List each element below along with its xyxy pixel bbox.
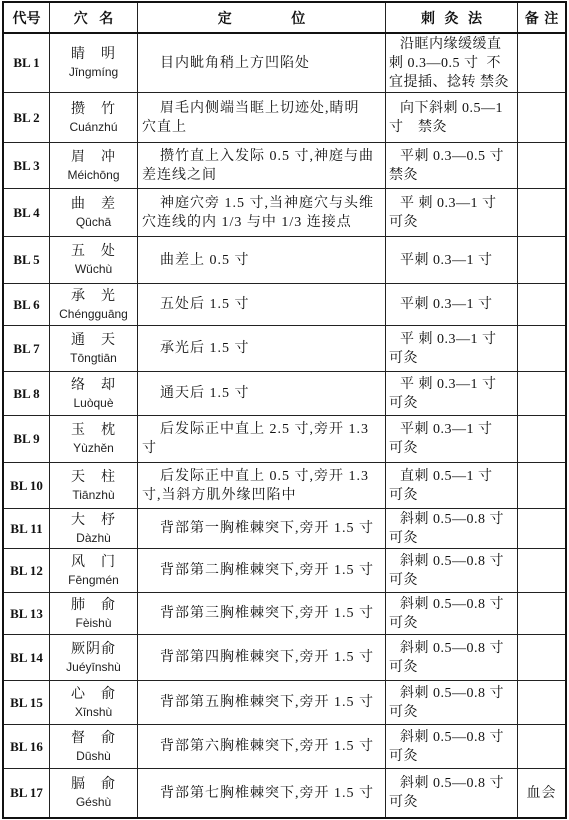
note-cell [518, 143, 565, 188]
method-line: 可灸 [389, 748, 418, 764]
code-cell [4, 34, 50, 92]
header-name-cell [50, 3, 138, 32]
point-code: BL 14 [10, 649, 43, 665]
method-line: 寸 禁灸 [389, 119, 447, 135]
point-name: 心 俞 [71, 686, 116, 702]
point-pinyin: Fēngmén [68, 572, 119, 587]
point-name: 风 门 [71, 554, 116, 570]
method-line: 直刺 0.5—1 寸 [400, 468, 493, 484]
name-cell [50, 681, 138, 724]
location-cell [138, 372, 386, 415]
name-cell [50, 509, 138, 548]
location-line: 后发际正中直上 0.5 寸,旁开 1.3 [160, 468, 369, 484]
note-cell [518, 769, 565, 817]
name-cell [50, 326, 138, 371]
method-line: 宜提插、捻转 禁灸 [389, 74, 509, 90]
method-line: 斜刺 0.5—0.8 寸 [400, 640, 504, 656]
name-cell [50, 769, 138, 817]
location-line: 穴连线的内 1/3 与中 1/3 连接点 [142, 214, 352, 230]
method-line: 禁灸 [389, 167, 418, 183]
point-note: 血会 [526, 785, 557, 801]
name-cell [50, 725, 138, 768]
table-row [4, 635, 565, 681]
point-name: 天 柱 [71, 469, 116, 485]
method-line: 平 刺 0.3—1 寸 [400, 376, 497, 392]
note-cell [518, 34, 565, 92]
header-location-cell [138, 3, 386, 32]
location-cell [138, 416, 386, 462]
point-code: BL 16 [10, 738, 43, 754]
table-row [4, 372, 565, 416]
header-note-cell [518, 3, 565, 32]
table-row [4, 681, 565, 725]
table-row [4, 34, 565, 93]
method-line: 斜刺 0.5—0.8 寸 [400, 596, 504, 612]
note-cell [518, 725, 565, 768]
name-cell [50, 237, 138, 283]
point-code: BL 11 [10, 520, 43, 536]
point-pinyin: Wǔchù [74, 262, 113, 276]
table-row [4, 416, 565, 463]
location-cell [138, 549, 386, 592]
point-name: 督 俞 [71, 730, 116, 746]
method-cell [386, 284, 518, 325]
location-cell [138, 326, 386, 371]
point-code: BL 2 [13, 109, 40, 125]
point-name: 通 天 [71, 332, 116, 348]
code-cell [4, 635, 50, 680]
point-name: 肺 俞 [71, 597, 116, 613]
point-pinyin: Chéngguāng [59, 306, 128, 321]
name-cell [50, 34, 138, 92]
location-line: 神庭穴旁 1.5 寸,当神庭穴与头维 [160, 195, 374, 211]
location-line: 寸 [142, 441, 157, 456]
point-code: BL 4 [13, 204, 40, 220]
point-code: BL 9 [13, 431, 40, 446]
point-name: 承 光 [71, 288, 116, 304]
table-row [4, 549, 565, 593]
method-line: 向下斜刺 0.5—1 [400, 100, 503, 116]
table-row [4, 769, 565, 817]
location-line: 目内眦角稍上方凹陷处 [160, 55, 310, 71]
point-pinyin: Méichōng [67, 167, 120, 182]
name-cell [50, 463, 138, 508]
point-name: 络 却 [71, 377, 116, 393]
table-row [4, 725, 565, 769]
method-line: 可灸 [389, 395, 418, 411]
table-row [4, 93, 565, 143]
location-cell [138, 463, 386, 508]
location-cell [138, 143, 386, 188]
method-line: 可灸 [389, 487, 418, 503]
method-cell [386, 237, 518, 283]
point-name: 厥阴俞 [71, 641, 116, 657]
location-cell [138, 34, 386, 92]
location-line: 攒竹直上入发际 0.5 寸,神庭与曲 [160, 148, 374, 164]
header-method: 刺 灸 法 [421, 11, 482, 27]
header-method-cell [386, 3, 518, 32]
point-pinyin: Xīnshù [74, 704, 113, 719]
method-line: 平刺 0.3—1 寸 [400, 252, 493, 268]
point-code: BL 8 [13, 385, 40, 401]
code-cell [4, 372, 50, 415]
point-pinyin: Juéyīnshù [66, 659, 121, 674]
table-row [4, 326, 565, 372]
location-line: 差连线之间 [142, 167, 217, 183]
method-cell [386, 189, 518, 236]
location-cell [138, 593, 386, 634]
code-cell [4, 463, 50, 508]
method-cell [386, 416, 518, 462]
location-line: 承光后 1.5 寸 [160, 341, 250, 356]
method-cell [386, 463, 518, 508]
note-cell [518, 549, 565, 592]
location-line: 背部第六胸椎棘突下,旁开 1.5 寸 [160, 739, 374, 754]
code-cell [4, 416, 50, 462]
header-location: 定 位 [217, 11, 306, 27]
method-line: 可灸 [389, 704, 418, 720]
method-cell [386, 593, 518, 634]
location-cell [138, 681, 386, 724]
point-pinyin: Luòquè [73, 395, 114, 410]
point-name: 膈 俞 [71, 777, 116, 792]
method-line: 斜刺 0.5—0.8 寸 [400, 729, 504, 745]
method-line: 刺 0.3—0.5 寸 不 [389, 55, 501, 71]
method-line: 平刺 0.3—0.5 寸 [400, 148, 504, 164]
name-cell [50, 549, 138, 592]
method-cell [386, 769, 518, 817]
method-cell [386, 34, 518, 92]
location-cell [138, 93, 386, 142]
note-cell [518, 681, 565, 724]
location-cell [138, 284, 386, 325]
note-cell [518, 372, 565, 415]
method-cell [386, 549, 518, 592]
method-cell [386, 681, 518, 724]
point-pinyin: Tiānzhù [72, 487, 115, 502]
location-line: 后发际正中直上 2.5 寸,旁开 1.3 [160, 422, 369, 437]
point-code: BL 1 [13, 55, 40, 70]
method-line: 可灸 [389, 572, 418, 588]
code-cell [4, 284, 50, 325]
code-cell [4, 237, 50, 283]
point-name: 玉 枕 [71, 423, 116, 438]
point-pinyin: Fèishù [75, 615, 112, 630]
point-name: 眉 冲 [71, 149, 116, 165]
point-code: BL 10 [10, 477, 43, 493]
point-code: BL 17 [10, 785, 43, 800]
location-line: 通天后 1.5 寸 [160, 386, 250, 401]
method-line: 斜刺 0.5—0.8 寸 [400, 511, 504, 527]
code-cell [4, 549, 50, 592]
location-line: 背部第一胸椎棘突下,旁开 1.5 寸 [160, 521, 374, 536]
method-cell [386, 509, 518, 548]
name-cell [50, 416, 138, 462]
location-line: 背部第五胸椎棘突下,旁开 1.5 寸 [160, 695, 374, 710]
name-cell [50, 93, 138, 142]
point-pinyin: Dàzhù [76, 530, 111, 545]
table-row [4, 509, 565, 549]
name-cell [50, 189, 138, 236]
point-pinyin: Géshù [75, 795, 112, 809]
name-cell [50, 593, 138, 634]
table-row [4, 143, 565, 189]
method-line: 可灸 [389, 615, 418, 631]
location-line: 穴直上 [142, 119, 187, 135]
point-pinyin: Cuánzhú [69, 119, 118, 134]
point-name: 五 处 [71, 244, 116, 259]
code-cell [4, 143, 50, 188]
point-pinyin: Jīngmíng [68, 65, 119, 79]
point-code: BL 15 [10, 694, 43, 710]
location-line: 背部第四胸椎棘突下,旁开 1.5 寸 [160, 650, 374, 665]
method-cell [386, 372, 518, 415]
location-cell [138, 189, 386, 236]
note-cell [518, 416, 565, 462]
location-cell [138, 237, 386, 283]
note-cell [518, 463, 565, 508]
point-code: BL 3 [13, 157, 40, 173]
method-line: 平刺 0.3—1 寸 [400, 297, 493, 312]
method-line: 斜刺 0.5—0.8 寸 [400, 553, 504, 569]
method-line: 平 刺 0.3—1 寸 [400, 195, 497, 211]
point-name: 攒 竹 [71, 101, 116, 117]
table-row [4, 237, 565, 284]
header-code: 代号 [12, 11, 41, 27]
method-cell [386, 635, 518, 680]
note-cell [518, 93, 565, 142]
code-cell [4, 93, 50, 142]
code-cell [4, 593, 50, 634]
code-cell [4, 681, 50, 724]
location-cell [138, 769, 386, 817]
method-line: 斜刺 0.5—0.8 寸 [400, 685, 504, 701]
location-line: 五处后 1.5 寸 [160, 297, 250, 312]
name-cell [50, 372, 138, 415]
header-note: 备 注 [524, 11, 559, 27]
note-cell [518, 635, 565, 680]
code-cell [4, 725, 50, 768]
code-cell [4, 189, 50, 236]
method-cell [386, 143, 518, 188]
header-code-cell [4, 3, 50, 32]
code-cell [4, 509, 50, 548]
method-line: 平刺 0.3—1 寸 [400, 422, 493, 437]
location-cell [138, 509, 386, 548]
location-line: 背部第三胸椎棘突下,旁开 1.5 寸 [160, 606, 374, 621]
method-line: 可灸 [389, 795, 418, 810]
point-name: 睛 明 [71, 47, 116, 62]
point-code: BL 6 [13, 296, 40, 312]
table-header-row [4, 3, 565, 34]
note-cell [518, 284, 565, 325]
point-code: BL 13 [10, 605, 43, 621]
method-cell [386, 93, 518, 142]
method-cell [386, 725, 518, 768]
note-cell [518, 189, 565, 236]
point-name: 曲 差 [71, 196, 116, 212]
note-cell [518, 326, 565, 371]
method-line: 可灸 [389, 214, 418, 230]
name-cell [50, 143, 138, 188]
header-name: 穴 名 [73, 11, 114, 27]
location-cell [138, 635, 386, 680]
note-cell [518, 593, 565, 634]
method-line: 可灸 [389, 530, 418, 546]
name-cell [50, 635, 138, 680]
name-cell [50, 284, 138, 325]
location-line: 曲差上 0.5 寸 [160, 252, 250, 268]
table-row [4, 284, 565, 326]
location-line: 寸,当斜方肌外缘凹陷中 [142, 487, 297, 503]
point-pinyin: Qūchā [75, 214, 112, 229]
code-cell [4, 326, 50, 371]
location-line: 背部第七胸椎棘突下,旁开 1.5 寸 [160, 785, 374, 801]
point-code: BL 5 [13, 252, 40, 267]
point-code: BL 12 [10, 562, 43, 578]
acupoint-table [2, 1, 567, 819]
method-line: 平 刺 0.3—1 寸 [400, 331, 497, 347]
note-cell [518, 237, 565, 283]
table-row [4, 593, 565, 635]
code-cell [4, 769, 50, 817]
point-pinyin: Tōngtiān [70, 350, 117, 365]
method-line: 可灸 [389, 441, 418, 456]
location-line: 眉毛内侧端当眶上切迹处,睛明 [160, 100, 360, 116]
method-line: 沿眶内缘缓缓直 [400, 36, 502, 52]
point-name: 大 杼 [71, 512, 116, 528]
method-line: 可灸 [389, 659, 418, 675]
point-pinyin: Dūshù [76, 748, 111, 763]
location-line: 背部第二胸椎棘突下,旁开 1.5 寸 [160, 563, 374, 578]
method-cell [386, 326, 518, 371]
note-cell [518, 509, 565, 548]
method-line: 可灸 [389, 350, 418, 366]
table-row [4, 189, 565, 237]
point-code: BL 7 [13, 340, 40, 356]
point-pinyin: Yùzhěn [73, 441, 114, 455]
location-cell [138, 725, 386, 768]
method-line: 斜刺 0.5—0.8 寸 [400, 776, 504, 791]
table-row [4, 463, 565, 509]
